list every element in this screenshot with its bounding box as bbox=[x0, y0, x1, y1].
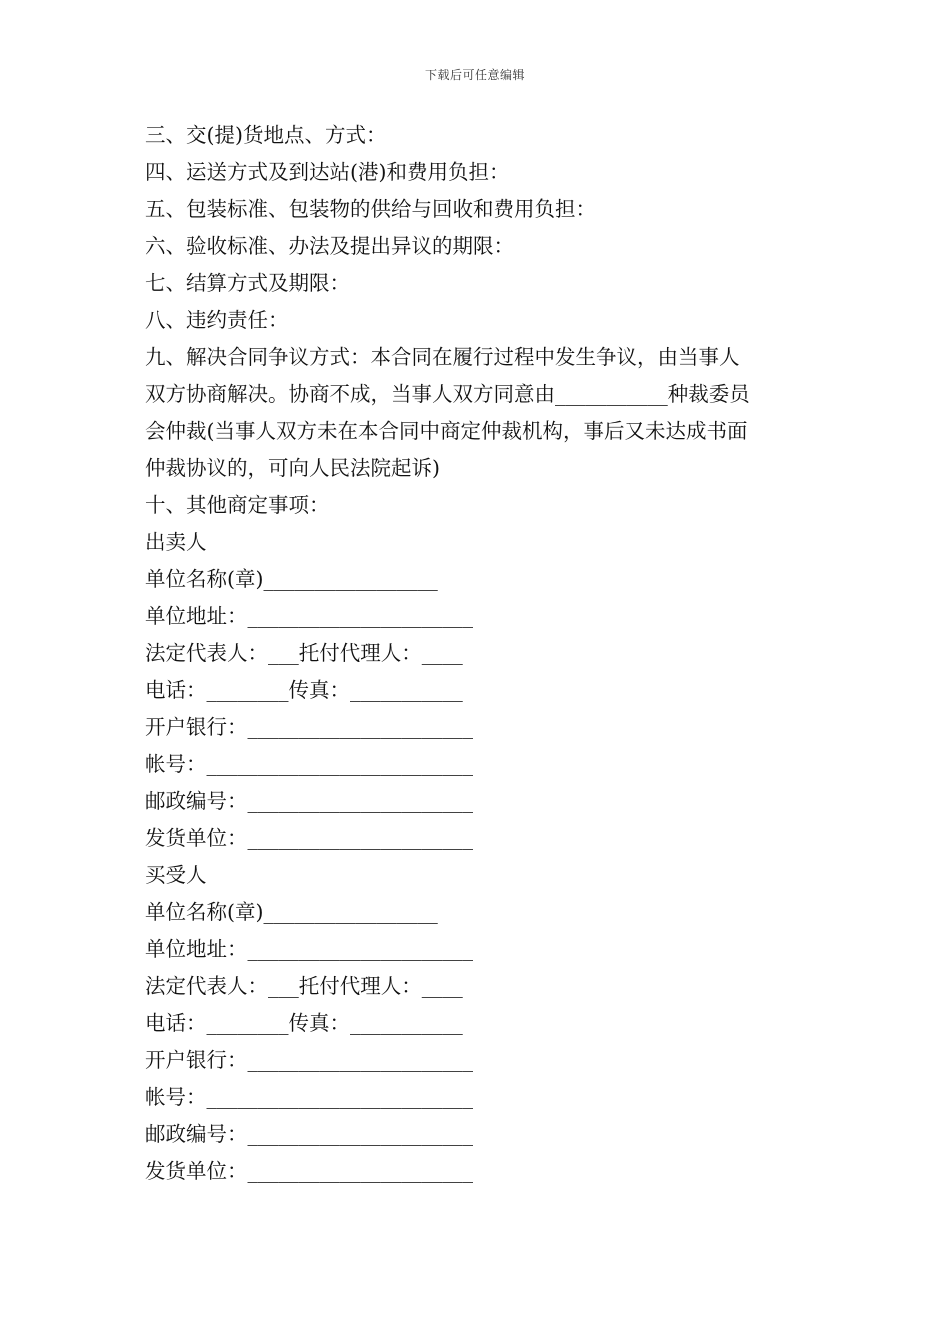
clause-6-acceptance: 六、验收标准、办法及提出异议的期限： bbox=[145, 234, 514, 258]
buyer-unit-name-field: 单位名称(章)_________________ bbox=[145, 900, 438, 924]
seller-unit-name-field: 单位名称(章)_________________ bbox=[145, 567, 438, 591]
clause-8-liability: 八、违约责任： bbox=[145, 308, 289, 332]
buyer-postal-field: 邮政编号：______________________ bbox=[145, 1122, 473, 1146]
clause-3-delivery-place: 三、交(提)货地点、方式： bbox=[145, 123, 387, 147]
page-header-note: 下载后可任意编辑 bbox=[424, 68, 525, 82]
seller-phone-fax-field: 电话：________传真：___________ bbox=[145, 678, 463, 702]
contract-body bbox=[145, 117, 810, 1190]
seller-representative-field: 法定代表人：___托付代理人：____ bbox=[145, 641, 463, 665]
clause-9-dispute-line-3: 会仲裁(当事人双方未在本合同中商定仲裁机构，事后又未达成书面 bbox=[145, 419, 748, 443]
seller-shipper-field: 发货单位：______________________ bbox=[145, 826, 473, 850]
seller-account-field: 帐号：__________________________ bbox=[145, 752, 473, 776]
buyer-account-field: 帐号：__________________________ bbox=[145, 1085, 473, 1109]
buyer-representative-field: 法定代表人：___托付代理人：____ bbox=[145, 974, 463, 998]
clause-7-settlement: 七、结算方式及期限： bbox=[145, 271, 350, 295]
buyer-bank-field: 开户银行：______________________ bbox=[145, 1048, 473, 1072]
clause-9-dispute-line-4: 仲裁协议的，可向人民法院起诉) bbox=[145, 456, 440, 480]
buyer-address-field: 单位地址：______________________ bbox=[145, 937, 473, 961]
clause-9-dispute-line-2: 双方协商解决。协商不成，当事人双方同意由___________种裁委员 bbox=[145, 382, 750, 406]
seller-address-field: 单位地址：______________________ bbox=[145, 604, 473, 628]
seller-bank-field: 开户银行：______________________ bbox=[145, 715, 473, 739]
seller-postal-field: 邮政编号：______________________ bbox=[145, 789, 473, 813]
buyer-section bbox=[145, 857, 810, 1190]
seller-section bbox=[145, 524, 810, 857]
clause-10-other-matters: 十、其他商定事项： bbox=[145, 493, 330, 517]
seller-title: 出卖人 bbox=[145, 530, 207, 554]
buyer-shipper-field: 发货单位：______________________ bbox=[145, 1159, 473, 1183]
buyer-title: 买受人 bbox=[145, 863, 207, 887]
clause-5-packaging: 五、包装标准、包装物的供给与回收和费用负担： bbox=[145, 197, 596, 221]
clause-9-dispute-line-1: 九、解决合同争议方式：本合同在履行过程中发生争议，由当事人 bbox=[145, 345, 740, 369]
buyer-phone-fax-field: 电话：________传真：___________ bbox=[145, 1011, 463, 1035]
clause-4-transport: 四、运送方式及到达站(港)和费用负担： bbox=[145, 160, 510, 184]
